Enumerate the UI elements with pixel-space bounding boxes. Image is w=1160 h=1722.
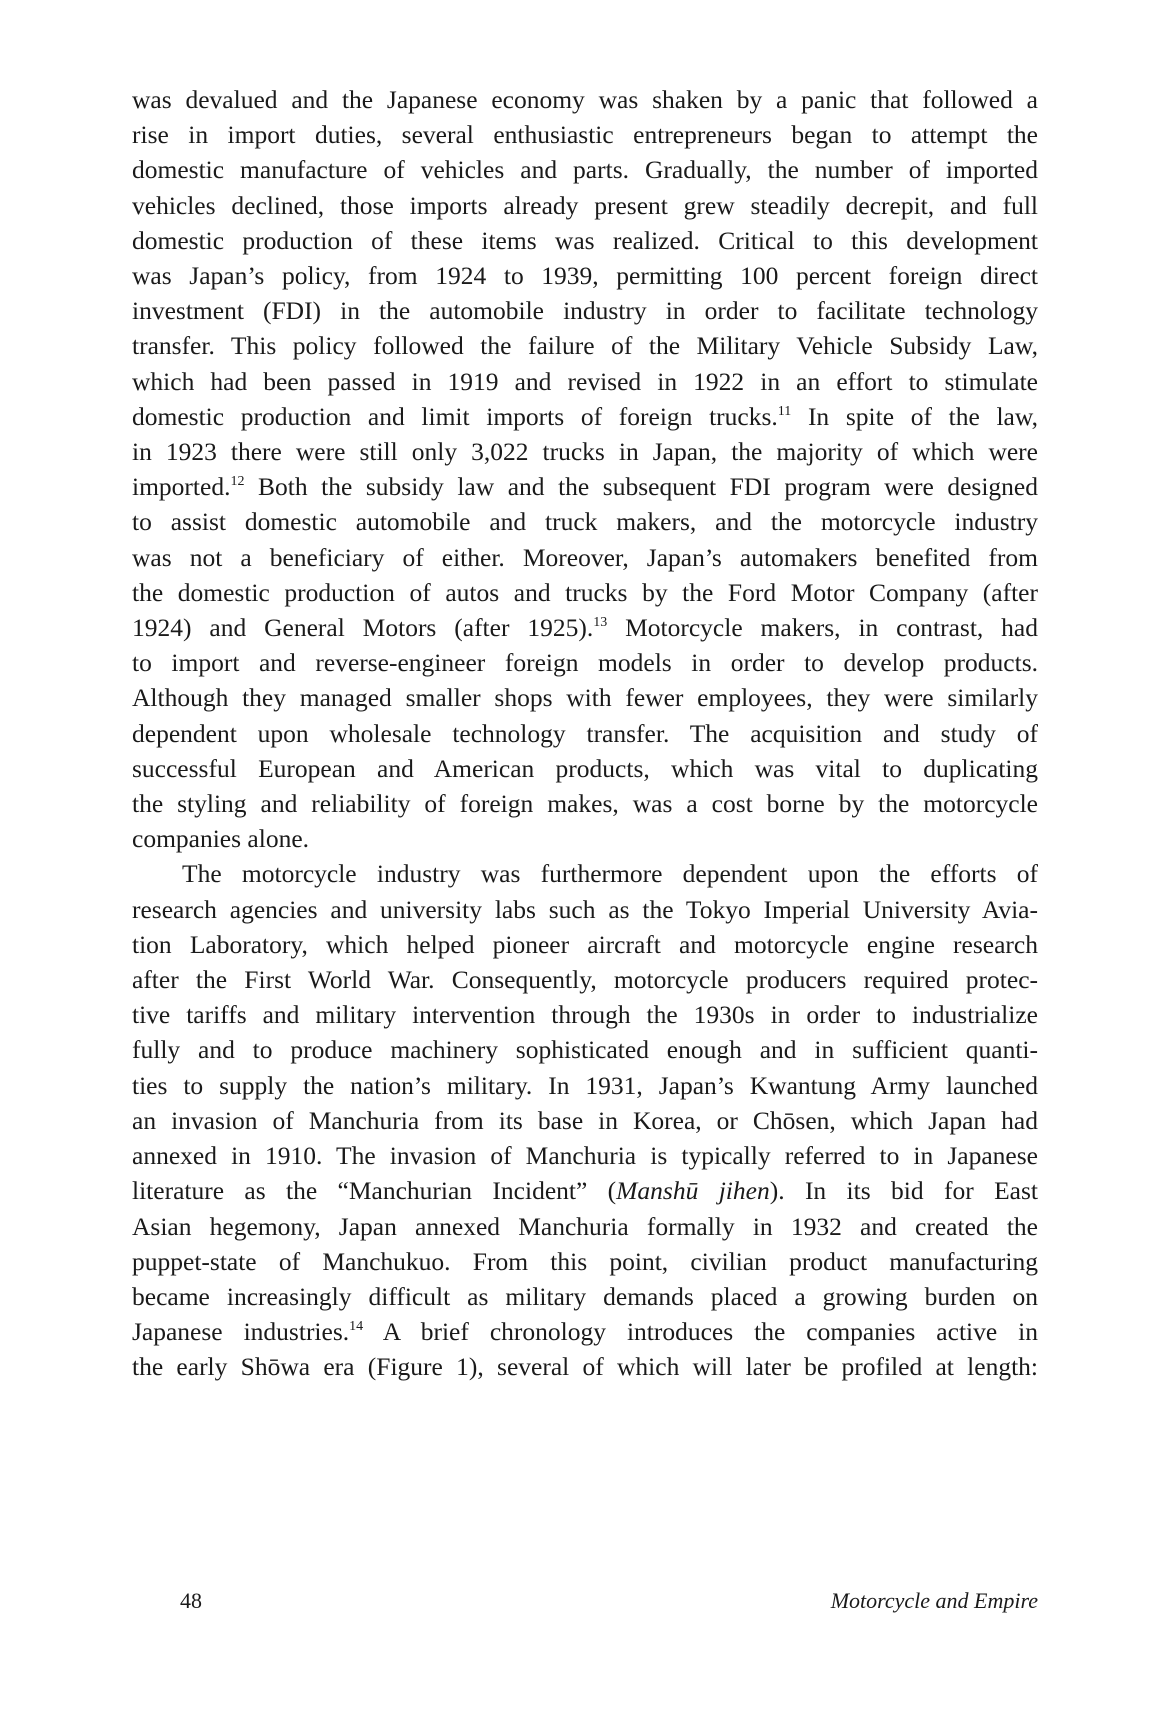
text-line: domestic production of these items was realized. Critical to this development [132, 225, 1038, 255]
text-line: vehicles declined, those imports already present grew steadily decrepit, and full [132, 190, 1038, 220]
text-line: was not a beneficiary of either. Moreover, Japan’s automakers benefited from [132, 542, 1038, 572]
text-line: after the First World War. Consequently, motorcycle producers required protec- [132, 965, 1038, 995]
footnote-ref-11[interactable]: 11 [777, 403, 792, 419]
text-line: to assist domestic automobile and truck makers, and the motorcycle industry [132, 507, 1038, 537]
text-line: transfer. This policy followed the failure of the Military Vehicle Subsidy Law, [132, 331, 1038, 361]
italic-term: Manshū jihen [616, 1176, 770, 1206]
text-line: literature as the “Manchurian Incident” (Manshū jihen). In its bid for East [132, 1176, 1038, 1206]
text-line: imported.$^{12}$ Both the subsidy law and the subsequent FDI program were designed [132, 472, 1038, 502]
text-line: was devalued and the Japanese economy was shaken by a panic that followed a [132, 85, 1038, 114]
paragraph-2 [132, 856, 1038, 1384]
text-line: an invasion of Manchuria from its base in Korea, or Chōsen, which Japan had [132, 1105, 1038, 1135]
text-line: Although they managed smaller shops with fewer employees, they were similarly [132, 683, 1038, 713]
text-line: tion Laboratory, which helped pioneer aircraft and motorcycle engine research [132, 929, 1038, 959]
text-line: the early Shōwa era (Figure 1), several of which will later be profiled at length: [132, 1352, 1038, 1382]
body-text [132, 82, 1038, 1385]
text-line: the domestic production of autos and trucks by the Ford Motor Company (after [132, 577, 1038, 607]
text-line: puppet-state of Manchukuo. From this point, civilian product manufacturing [132, 1246, 1038, 1276]
text-line: rise in import duties, several enthusiastic entrepreneurs began to attempt the [132, 120, 1038, 150]
text-line: to import and reverse-engineer foreign models in order to develop products. [132, 648, 1038, 678]
text-line: research agencies and university labs such as the Tokyo Imperial University Avia- [132, 894, 1038, 924]
text-line: annexed in 1910. The invasion of Manchuria is typically referred to in Japanese [132, 1141, 1038, 1171]
text-line: domestic production and limit imports of foreign trucks.$^{11}$ In spite of the law, [132, 401, 1038, 431]
text-line: dependent upon wholesale technology transfer. The acquisition and study of [132, 718, 1038, 748]
text-line: tive tariffs and military intervention through the 1930s in order to industrialize [132, 1000, 1038, 1030]
page-number: 48 [180, 1588, 202, 1613]
text-line: Japanese industries.$^{14}$ A brief chronology introduces the companies active in [132, 1317, 1038, 1347]
page-footer [132, 1588, 1038, 1618]
text-line: ties to supply the nation’s military. In 1931, Japan’s Kwantung Army launched [132, 1070, 1038, 1100]
text-line: was Japan’s policy, from 1924 to 1939, permitting 100 percent foreign direct [132, 261, 1038, 291]
text-line: Asian hegemony, Japan annexed Manchuria formally in 1932 and created the [132, 1211, 1038, 1241]
running-title: Motorcycle and Empire [830, 1588, 1038, 1613]
text-line: in 1923 there were still only 3,022 trucks in Japan, the majority of which were [132, 437, 1038, 467]
footnote-ref-13[interactable]: 13 [593, 615, 608, 631]
text-line: investment (FDI) in the automobile industry in order to facilitate technology [132, 296, 1038, 326]
text-line: The motorcycle industry was furthermore dependent upon the efforts of [182, 859, 1038, 889]
footnote-ref-14[interactable]: 14 [349, 1319, 364, 1335]
text-line: the styling and reliability of foreign makes, was a cost borne by the motorcycle [132, 789, 1038, 819]
text-line: domestic manufacture of vehicles and parts. Gradually, the number of imported [132, 155, 1038, 185]
text-line: fully and to produce machinery sophisticated enough and in sufficient quanti- [132, 1035, 1038, 1065]
text-line: became increasingly difficult as military demands placed a growing burden on [132, 1281, 1038, 1311]
text-line: which had been passed in 1919 and revised in 1922 in an effort to stimulate [132, 366, 1038, 396]
paragraph-1 [132, 82, 1038, 856]
text-line: successful European and American products, which was vital to duplicating [132, 753, 1038, 783]
text-line: 1924) and General Motors (after 1925).$^{13}$ Motorcycle makers, in contrast, had [132, 613, 1038, 643]
footnote-ref-12[interactable]: 12 [230, 474, 245, 490]
text-line: companies alone. [132, 824, 310, 854]
